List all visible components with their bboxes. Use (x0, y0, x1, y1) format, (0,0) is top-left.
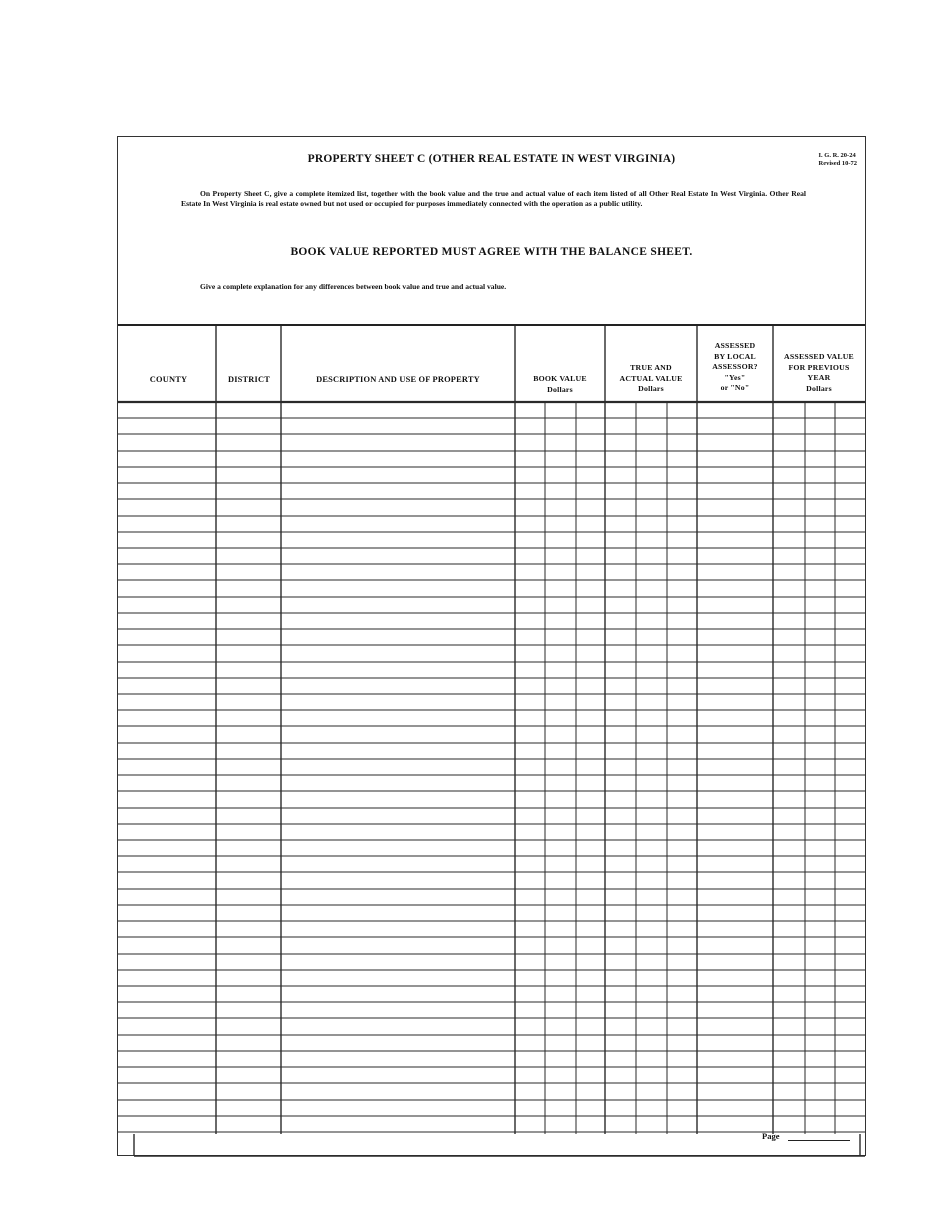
form-revised-date: Revised 10-72 (818, 160, 857, 167)
page-number-field[interactable] (788, 1140, 850, 1141)
header-true-actual-line-1: TRUE AND (630, 363, 672, 372)
instructions-paragraph: On Property Sheet C, give a complete itemized list, together with the book value and the true and actual value of each item listed of all Other Real Estate In West Virginia. Other Real Estate In West Virginia is real estate owned but not used or occupied for purposes immediately connected with the operation as a public utility. (181, 189, 806, 208)
header-book-value-line-2: Dollars (547, 384, 573, 394)
header-assessed-local-line-4: "Yes" (724, 372, 746, 382)
header-assessed-local-line-1: ASSESSED (714, 341, 756, 350)
balance-sheet-notice: BOOK VALUE REPORTED MUST AGREE WITH THE BALANCE SHEET. (290, 246, 693, 258)
header-assessed-local-line-5: or "No" (720, 383, 750, 392)
header-district-line: DISTRICT (227, 375, 271, 384)
header-assessed-local-line-2: BY LOCAL (714, 351, 756, 361)
header-true-actual-line-3: Dollars (638, 384, 664, 393)
header-description-line: DESCRIPTION AND USE OF PROPERTY (316, 375, 480, 384)
header-district (217, 375, 281, 385)
header-true-actual-value (606, 363, 696, 395)
header-book-value (515, 374, 605, 395)
header-assessed-previous (774, 352, 864, 394)
header-county (122, 375, 215, 385)
header-true-actual-line-2: ACTUAL VALUE (619, 373, 683, 383)
header-book-value-line-1: BOOK VALUE (533, 374, 587, 383)
page-label: Page (762, 1131, 780, 1141)
header-county-line: COUNTY (149, 375, 188, 384)
header-assessed-previous-line-1: ASSESSED VALUE (784, 352, 854, 361)
header-assessed-previous-line-3: YEAR (807, 373, 831, 382)
header-assessed-previous-line-2: FOR PREVIOUS (788, 362, 850, 372)
header-assessed-local (697, 341, 773, 394)
explanation-instruction: Give a complete explanation for any differences between book value and true and actual value. (200, 282, 507, 291)
form-number: I. G. R. 20-24 (818, 152, 856, 159)
header-assessed-previous-line-4: Dollars (806, 383, 832, 393)
header-description (282, 375, 514, 385)
form-title: PROPERTY SHEET C (OTHER REAL ESTATE IN WEST VIRGINIA) (307, 153, 676, 165)
header-assessed-local-line-3: ASSESSOR? (712, 362, 758, 371)
